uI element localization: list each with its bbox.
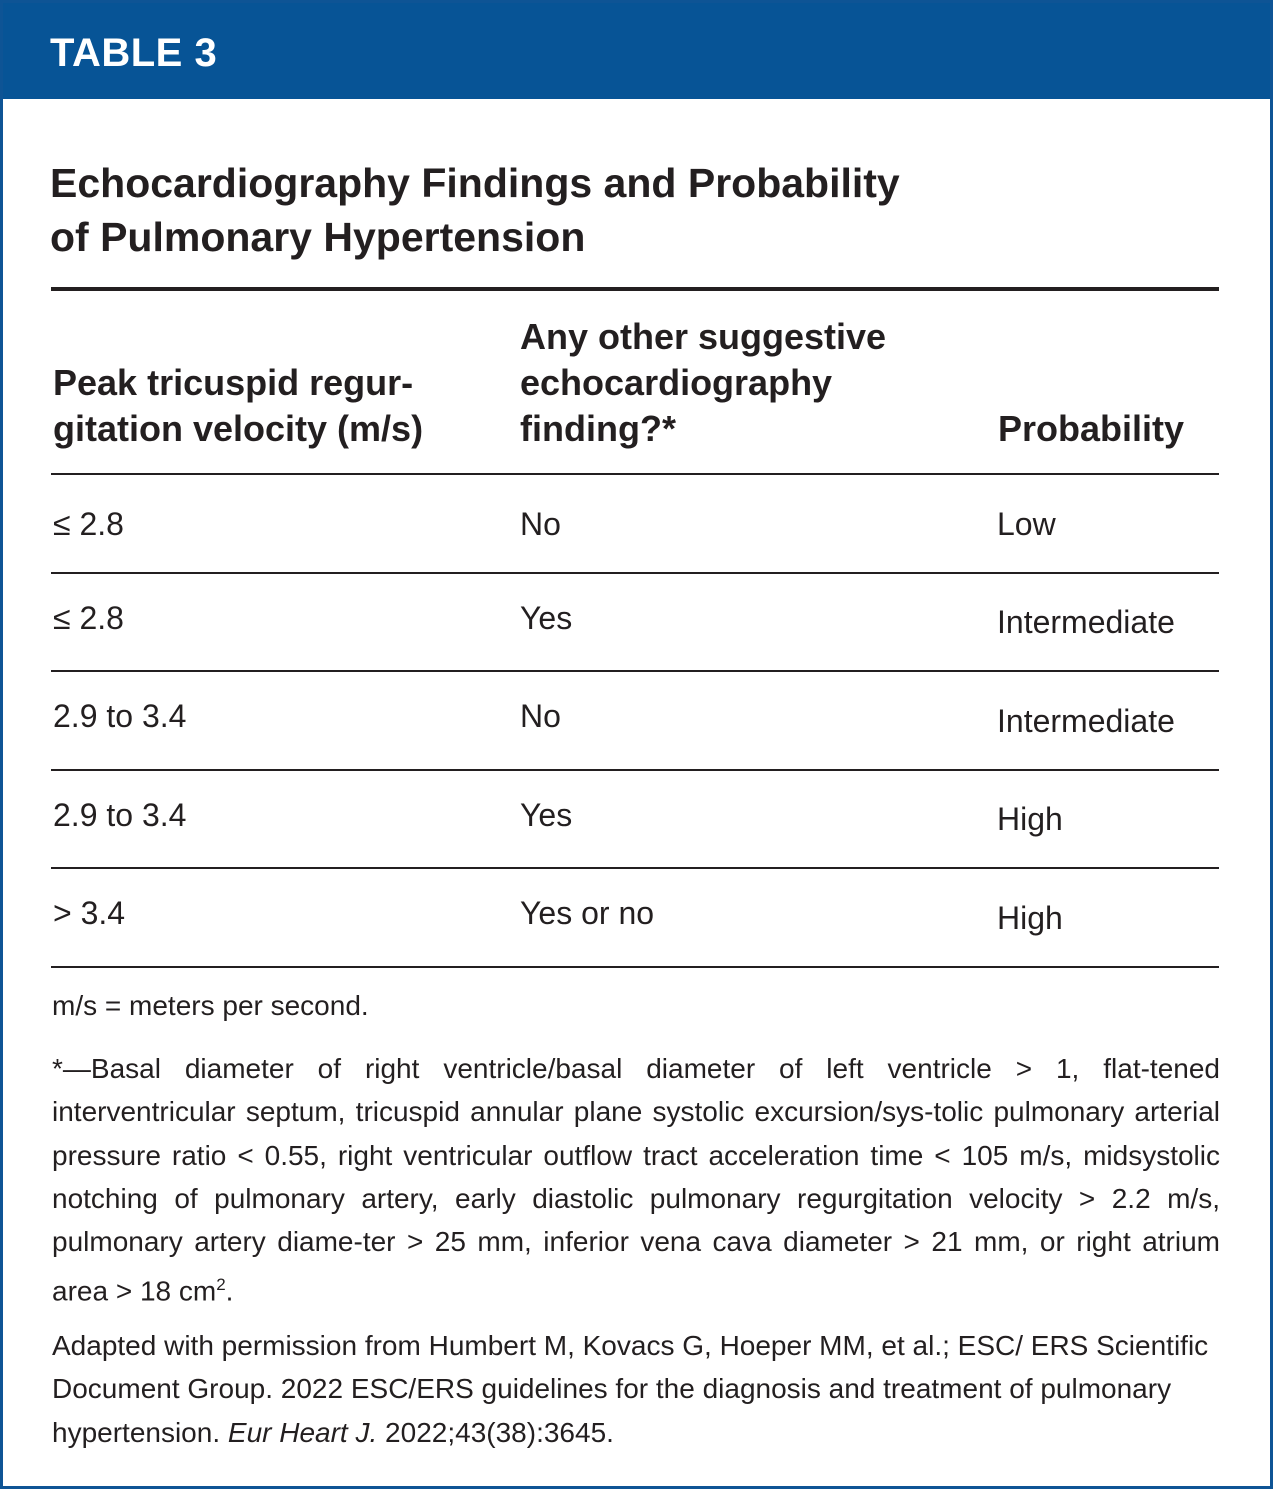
- asterisk-footnote: [52, 1047, 1220, 1313]
- cell-velocity: ≤ 2.8: [53, 600, 124, 636]
- column-header-velocity-line-2: gitation velocity (m/s): [53, 408, 424, 449]
- table-label: TABLE 3: [50, 31, 218, 75]
- table-title-line-2: of Pulmonary Hypertension: [50, 214, 586, 260]
- cell-finding: No: [520, 698, 561, 734]
- column-header-finding-line-2: echocardiography: [520, 362, 833, 403]
- cell-finding: Yes: [520, 600, 573, 636]
- table-label-banner: [3, 3, 1270, 99]
- column-header-velocity: [53, 360, 423, 452]
- row-divider: [51, 769, 1219, 771]
- row-divider: [51, 670, 1219, 672]
- cell-probability: High: [997, 801, 1063, 837]
- header-rule: [51, 473, 1219, 475]
- citation-text: Adapted with permission from Humbert M, Kovacs G, Hoeper MM, et al.; ESC/ ERS Scientific Document Group. 2022 ESC/ERS guidelines for the diagnosis and treatment of pulmonary hypertension.: [52, 1330, 1209, 1448]
- row-divider: [51, 867, 1219, 869]
- table-title: [50, 156, 1050, 264]
- cell-finding: No: [520, 506, 561, 542]
- cell-probability: High: [997, 900, 1063, 936]
- citation-details: 2022;43(38):3645.: [377, 1416, 614, 1448]
- cell-probability: Intermediate: [997, 604, 1175, 640]
- column-header-velocity-line-1: Peak tricuspid regur-: [53, 362, 414, 403]
- table-title-line-1: Echocardiography Findings and Probability: [50, 160, 900, 206]
- cell-finding: Yes or no: [520, 895, 655, 931]
- column-header-finding-line-3: finding?*: [520, 408, 676, 449]
- cell-probability: Low: [997, 506, 1056, 542]
- footnote-text: *—Basal diameter of right ventricle/basal diameter of left ventricle > 1, flat-tened interventricular septum, tricuspid annular plane systolic excursion/sys-tolic pulmonary arterial pressure ratio < 0.55, right ventricular outflow tract acceleration time < 105 m/s, midsystolic notching of pulmonary artery, early diastolic pulmonary regurgitation velocity > 2.2 m/s, pulmonary artery diame-ter > 25 mm, inferior vena cava diameter > 21 mm, or right atrium area > 18 cm: [52, 1053, 1220, 1307]
- footnote-superscript: 2: [216, 1275, 226, 1295]
- cell-velocity: 2.9 to 3.4: [53, 698, 187, 734]
- column-header-probability: Probability: [998, 408, 1185, 449]
- column-header-finding: [520, 314, 886, 452]
- cell-velocity: > 3.4: [53, 895, 126, 931]
- footnote-period: .: [225, 1275, 234, 1307]
- cell-probability: Intermediate: [997, 703, 1175, 739]
- cell-velocity: ≤ 2.8: [53, 506, 124, 542]
- cell-finding: Yes: [520, 797, 573, 833]
- cell-velocity: 2.9 to 3.4: [53, 797, 187, 833]
- bottom-rule: [51, 966, 1219, 968]
- citation-journal: Eur Heart J.: [227, 1416, 378, 1448]
- top-rule: [51, 287, 1219, 291]
- abbreviation-note: m/s = meters per second.: [52, 990, 369, 1021]
- source-citation: [52, 1324, 1220, 1454]
- row-divider: [51, 572, 1219, 574]
- column-header-finding-line-1: Any other suggestive: [520, 316, 887, 357]
